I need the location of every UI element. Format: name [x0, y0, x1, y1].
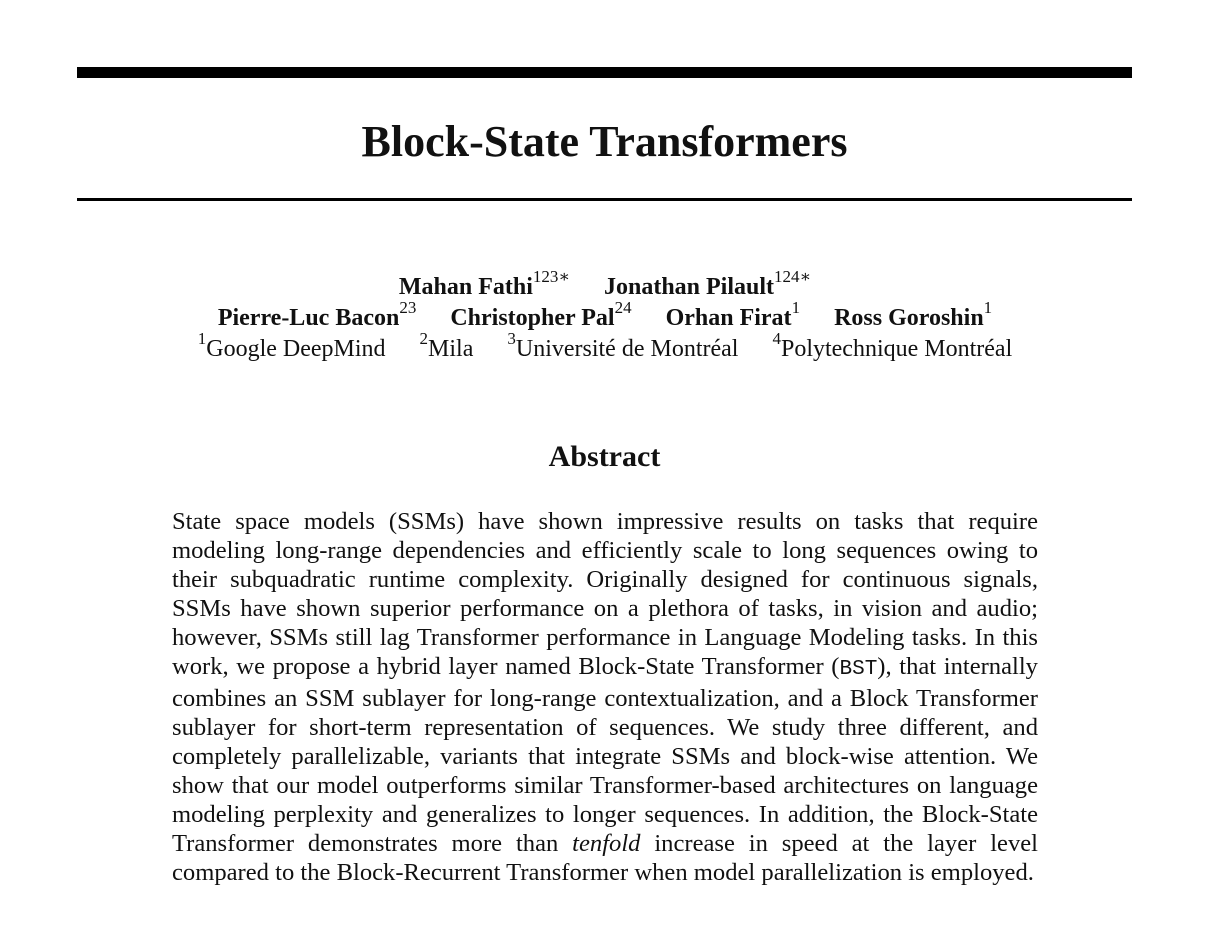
affiliation-marker: 2: [419, 329, 429, 348]
author-pierre-luc-bacon: [217, 298, 417, 334]
author-affiliation-marker: 23: [399, 298, 417, 317]
author-name: Pierre-Luc Bacon: [217, 305, 400, 331]
affiliation-name: Polytechnique Montréal: [780, 336, 1013, 362]
affiliation-mila: [419, 329, 474, 365]
author-jonathan-pilault: [603, 267, 812, 303]
author-affiliation-marker: 123∗: [532, 267, 570, 286]
affiliation-universite-de-montreal: [507, 329, 739, 365]
author-block: [60, 267, 1150, 365]
affiliation-polytechnique-montreal: [772, 329, 1013, 365]
abstract-paragraph: [172, 507, 1038, 887]
affiliation-google-deepmind: [197, 329, 386, 365]
author-name: Christopher Pal: [450, 305, 615, 331]
abstract-text-part1: State space models (SSMs) have shown impressive results on tasks that require modeling long-range dependencies and efficiently scale to long sequences owing to their subquadratic runtime complexity. Originally designed for continuous signals, SSMs have shown superior performance on a plethora of tasks, in vision and audio; however, SSMs still lag Transformer performance in Language Modeling tasks. In this work, we propose a hybrid layer named Block-State Transformer (: [172, 508, 1038, 680]
author-christopher-pal: [450, 298, 632, 334]
author-affiliation-marker: 124∗: [774, 267, 812, 286]
abstract-text-part2: ), that internally combines an SSM sublayer for long-range contextualization, and a Block Transformer sublayer for short-term representation of sequences. We study three different, and completely parallelizable, variants that integrate SSMs and block-wise attention. We show that our model outperforms similar Transformer-based architectures on language modeling perplexity and generalizes to longer sequences. In addition, the Block-State Transformer demonstrates more than: [172, 653, 1038, 857]
affiliation-marker: 1: [197, 329, 207, 348]
affiliation-name: Google DeepMind: [206, 336, 386, 362]
abstract-code-bst: BST: [839, 658, 878, 681]
author-affiliation-marker: 1: [983, 298, 993, 317]
affiliation-name: Mila: [428, 336, 474, 362]
author-affiliation-marker: 24: [614, 298, 632, 317]
paper-title: Block-State Transformers: [361, 117, 848, 166]
affiliation-name: Université de Montréal: [515, 336, 739, 362]
abstract-emphasis: tenfold: [572, 830, 641, 857]
abstract-body: [172, 507, 1038, 887]
author-name: Ross Goroshin: [834, 305, 984, 331]
affiliation-line: [60, 329, 1150, 365]
author-line-2: [60, 298, 1150, 334]
affiliation-marker: 3: [507, 329, 516, 348]
title-rule: [77, 198, 1132, 201]
affiliation-marker: 4: [772, 329, 781, 348]
author-name: Jonathan Pilault: [603, 274, 775, 300]
author-name: Mahan Fathi: [398, 274, 533, 300]
author-affiliation-marker: 1: [791, 298, 801, 317]
author-mahan-fathi: [398, 267, 570, 303]
author-name: Orhan Firat: [665, 305, 792, 331]
abstract-text-part3: increase in speed at the layer level compared to the Block-Recurrent Transformer when model parallelization is employed.: [172, 830, 1038, 886]
top-rule: [77, 67, 1132, 78]
abstract-heading: Abstract: [548, 440, 661, 473]
author-ross-goroshin: [834, 298, 993, 334]
